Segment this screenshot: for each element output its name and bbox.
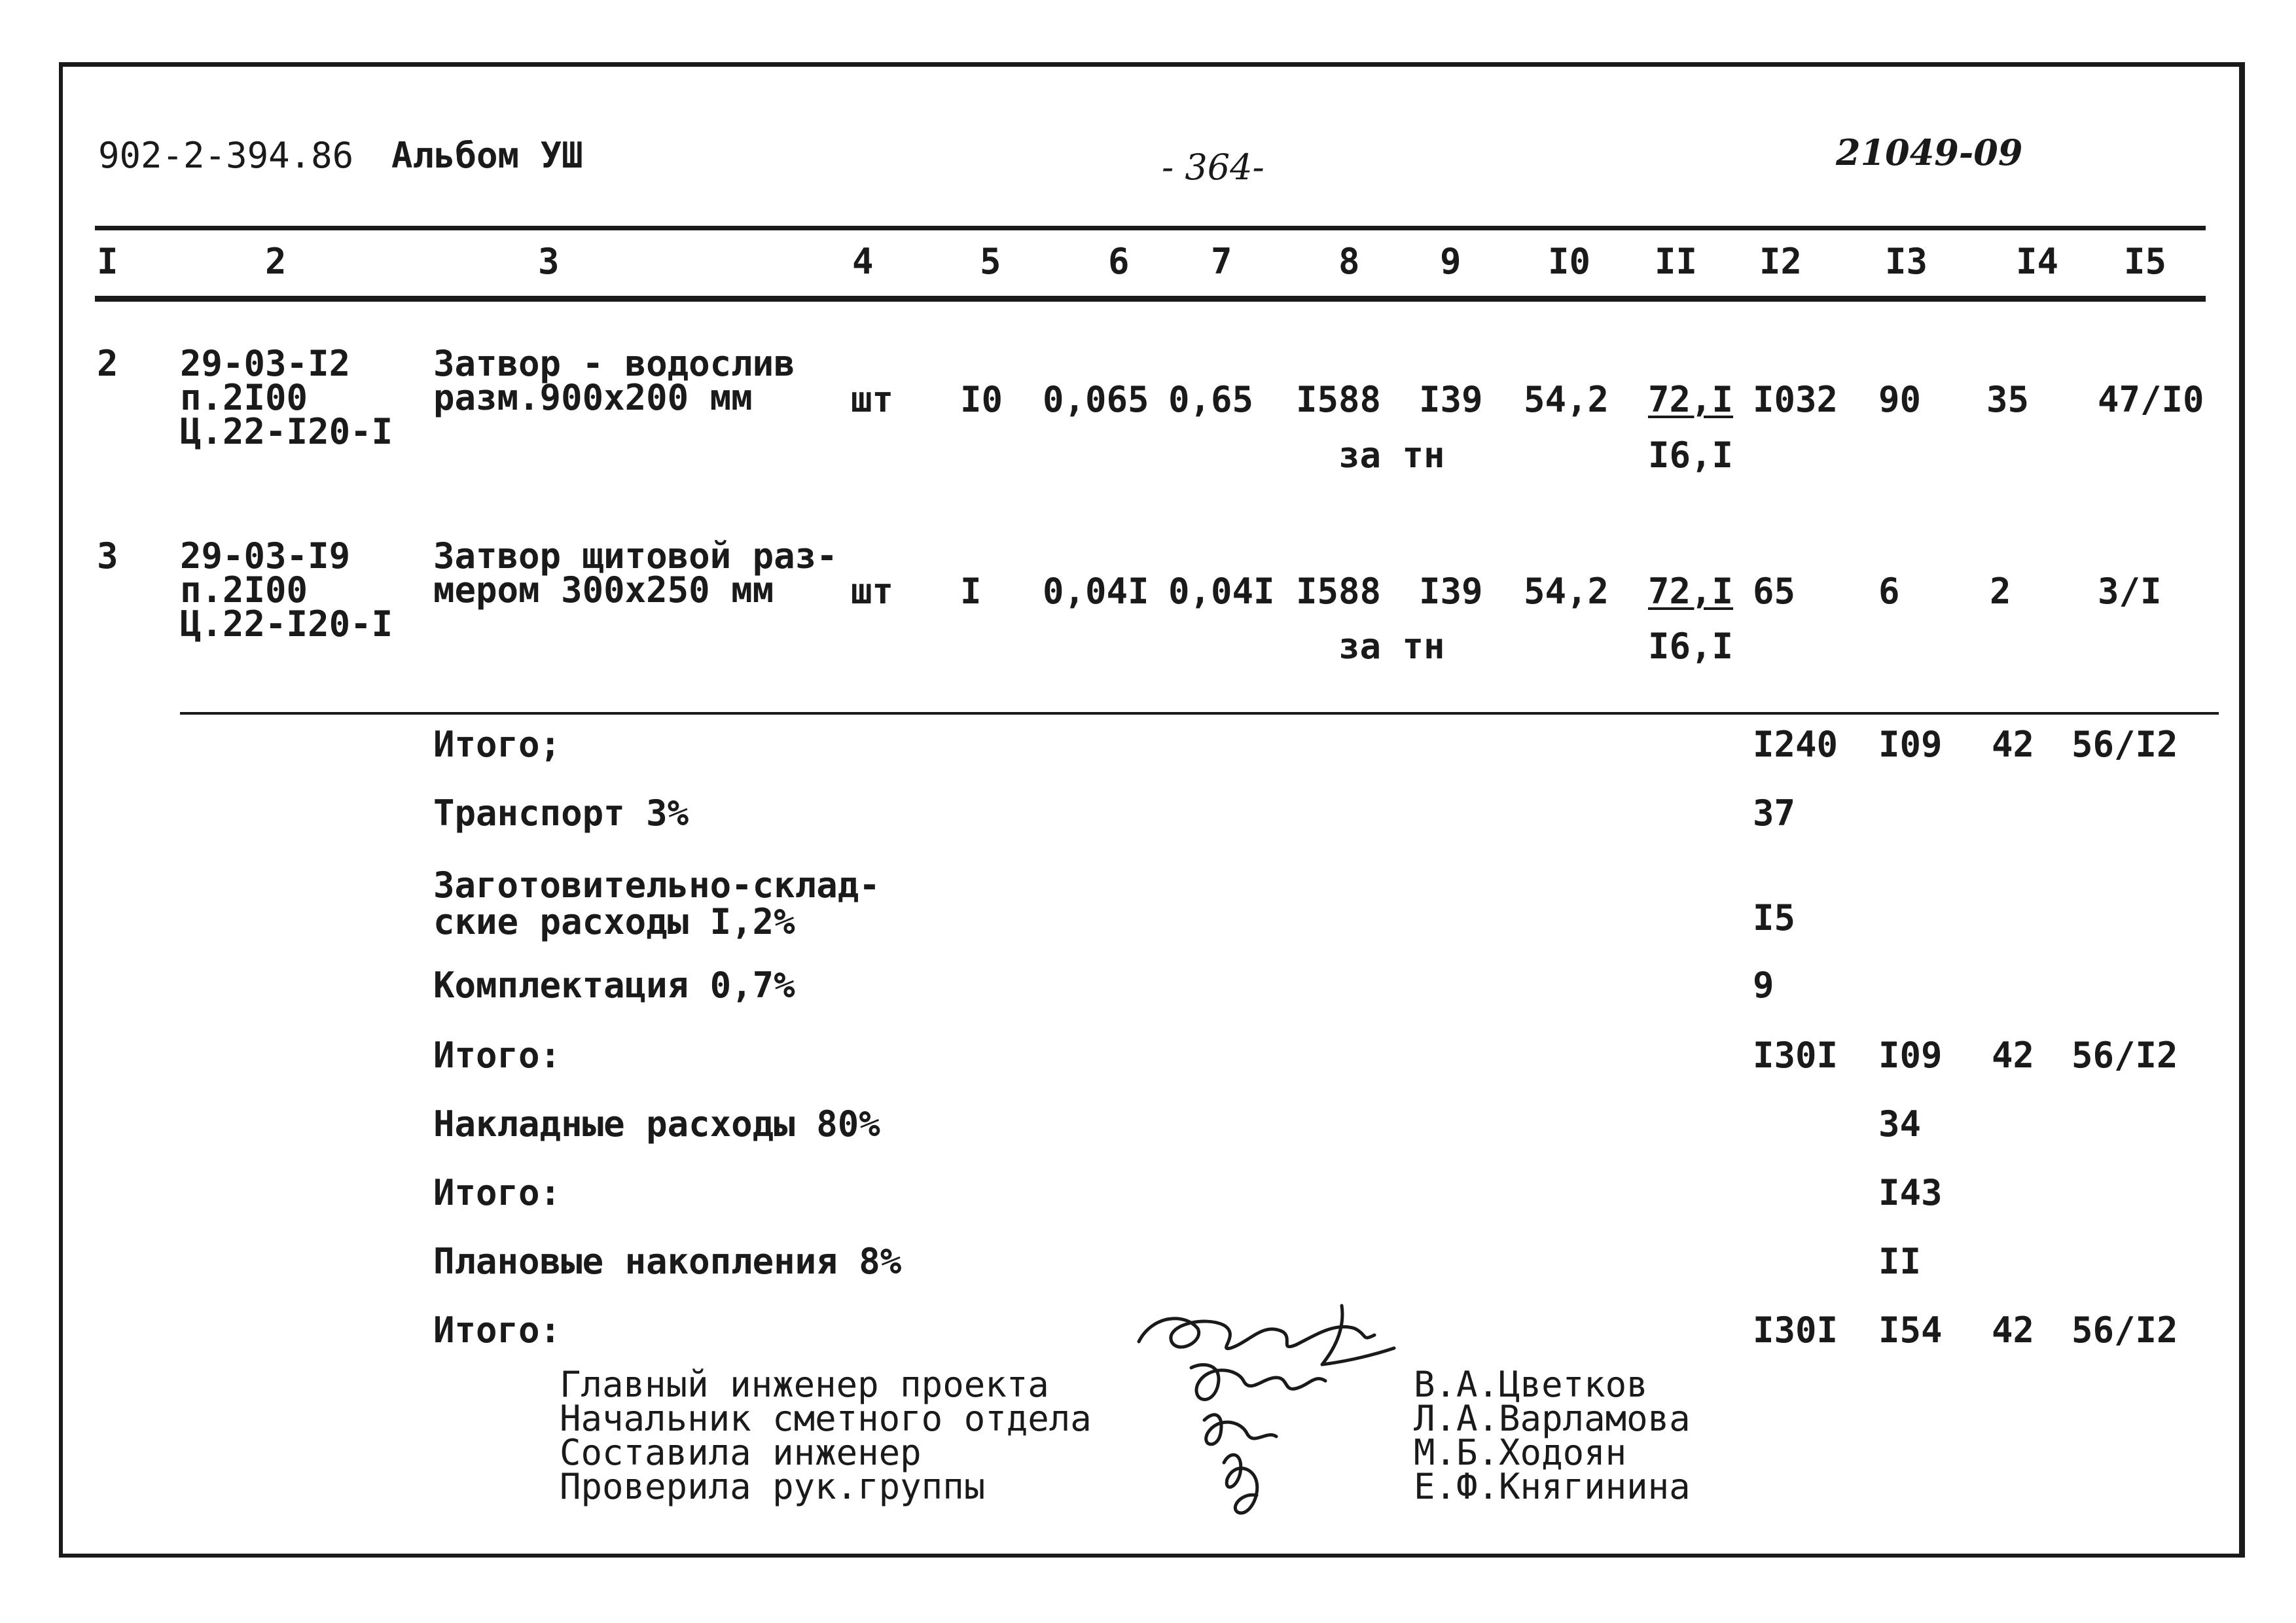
- summary-c13: I54: [1878, 1310, 1943, 1351]
- summary-label: Итого:: [433, 1310, 562, 1351]
- cell-14: 35: [1986, 379, 2030, 420]
- item-name: мером 300х250 мм: [433, 569, 774, 611]
- summary-c15: 56/I2: [2072, 1035, 2178, 1076]
- item-name: Затвор - водослив: [433, 343, 795, 384]
- summary-c13: I43: [1878, 1172, 1943, 1213]
- summary-c12: 37: [1753, 793, 1796, 834]
- cell-8: I588: [1296, 571, 1382, 612]
- summary-c12: I30I: [1753, 1310, 1839, 1351]
- cell-11-top: 72,I: [1648, 379, 1734, 420]
- album-label: Альбом УШ: [391, 135, 583, 176]
- summary-label: Итого:: [433, 1172, 562, 1213]
- column-header: I2: [1759, 241, 1803, 282]
- cell-11-bottom: I6,I: [1648, 435, 1734, 476]
- summary-c12: 9: [1753, 965, 1774, 1006]
- cell-15: 3/I: [2098, 571, 2162, 612]
- column-header: 2: [265, 241, 287, 282]
- cell-14: 2: [1990, 571, 2011, 612]
- price-per: за тн: [1338, 435, 1445, 476]
- cell-13: 6: [1878, 571, 1900, 612]
- summary-label: Плановые накопления 8%: [433, 1241, 902, 1282]
- item-code: п.2I00: [180, 377, 308, 418]
- summary-c13: II: [1878, 1241, 1922, 1282]
- column-header: I4: [2016, 241, 2059, 282]
- column-header: II: [1655, 241, 1698, 282]
- signer-name: Л.А.Варламова: [1414, 1398, 1691, 1439]
- signer-role: Начальник сметного отдела: [560, 1398, 1092, 1439]
- header-rule-top: [95, 226, 2206, 230]
- summary-c15: 56/I2: [2072, 724, 2178, 765]
- summary-label: Накладные расходы 80%: [433, 1103, 880, 1145]
- summary-c15: 56/I2: [2072, 1310, 2178, 1351]
- column-header: 8: [1338, 241, 1360, 282]
- summary-label: Итого:: [433, 1035, 562, 1076]
- cell-9: I39: [1419, 379, 1483, 420]
- unit: шт: [851, 379, 894, 420]
- cell-11-top: 72,I: [1648, 571, 1734, 612]
- cell-10: 54,2: [1524, 571, 1609, 612]
- summary-c13: I09: [1878, 724, 1943, 765]
- cell-10: 54,2: [1524, 379, 1609, 420]
- cell-8: I588: [1296, 379, 1382, 420]
- item-code: п.2I00: [180, 569, 308, 611]
- item-code: 29-03-I9: [180, 535, 351, 577]
- column-header: 6: [1108, 241, 1130, 282]
- cell-11-bottom: I6,I: [1648, 626, 1734, 667]
- signer-name: М.Б.Ходоян: [1414, 1432, 1627, 1473]
- cell-7: 0,65: [1168, 379, 1254, 420]
- signer-name: Е.Ф.Княгинина: [1414, 1466, 1691, 1507]
- cell-7: 0,04I: [1168, 571, 1275, 612]
- column-header: 4: [852, 241, 874, 282]
- signer-role: Главный инженер проекта: [560, 1364, 1049, 1405]
- item-name: Затвор щитовой раз-: [433, 535, 838, 577]
- sheet-code: 21049-09: [1836, 132, 2023, 173]
- summary-c13: I09: [1878, 1035, 1943, 1076]
- unit: шт: [851, 571, 894, 612]
- doc-code: 902-2-394.86: [98, 135, 354, 176]
- quantity: I: [960, 571, 982, 612]
- summary-c14: 42: [1992, 1035, 2035, 1076]
- header-rule-bottom: [95, 296, 2206, 302]
- quantity: I0: [960, 379, 1003, 420]
- row-number: 3: [97, 535, 118, 577]
- cell-12: 65: [1753, 571, 1796, 612]
- cell-9: I39: [1419, 571, 1483, 612]
- summary-rule: [180, 712, 2219, 715]
- item-code: 29-03-I2: [180, 343, 351, 384]
- cell-6: 0,04I: [1043, 571, 1149, 612]
- cell-12: I032: [1753, 379, 1839, 420]
- summary-c13: 34: [1878, 1103, 1922, 1145]
- column-header: I: [97, 241, 118, 282]
- column-header: 9: [1440, 241, 1462, 282]
- summary-label: Заготовительно-склад- ские расходы I,2%: [433, 865, 880, 942]
- summary-c12: I30I: [1753, 1035, 1839, 1076]
- summary-c14: 42: [1992, 1310, 2035, 1351]
- summary-label: Итого;: [433, 724, 562, 765]
- handwritten-signatures: [1126, 1302, 1401, 1558]
- page-number: - 364-: [1162, 147, 1265, 188]
- column-header: I3: [1885, 241, 1928, 282]
- cell-6: 0,065: [1043, 379, 1149, 420]
- summary-label: Комплектация 0,7%: [433, 965, 795, 1006]
- column-header: I5: [2124, 241, 2167, 282]
- cell-13: 90: [1878, 379, 1922, 420]
- row-number: 2: [97, 343, 118, 384]
- column-header: 7: [1211, 241, 1232, 282]
- column-header: 3: [538, 241, 560, 282]
- item-code: Ц.22-I20-I: [180, 603, 393, 645]
- summary-c14: 42: [1992, 724, 2035, 765]
- summary-c12: I240: [1753, 724, 1839, 765]
- cell-15: 47/I0: [2098, 379, 2204, 420]
- signer-role: Составила инженер: [560, 1432, 922, 1473]
- item-name: разм.900х200 мм: [433, 377, 753, 418]
- column-header: I0: [1548, 241, 1591, 282]
- summary-label: Транспорт 3%: [433, 793, 689, 834]
- price-per: за тн: [1338, 626, 1445, 667]
- summary-c12: I5: [1753, 897, 1796, 938]
- signer-role: Проверила рук.группы: [560, 1466, 986, 1507]
- signer-name: В.А.Цветков: [1414, 1364, 1648, 1405]
- column-header: 5: [980, 241, 1001, 282]
- item-code: Ц.22-I20-I: [180, 411, 393, 452]
